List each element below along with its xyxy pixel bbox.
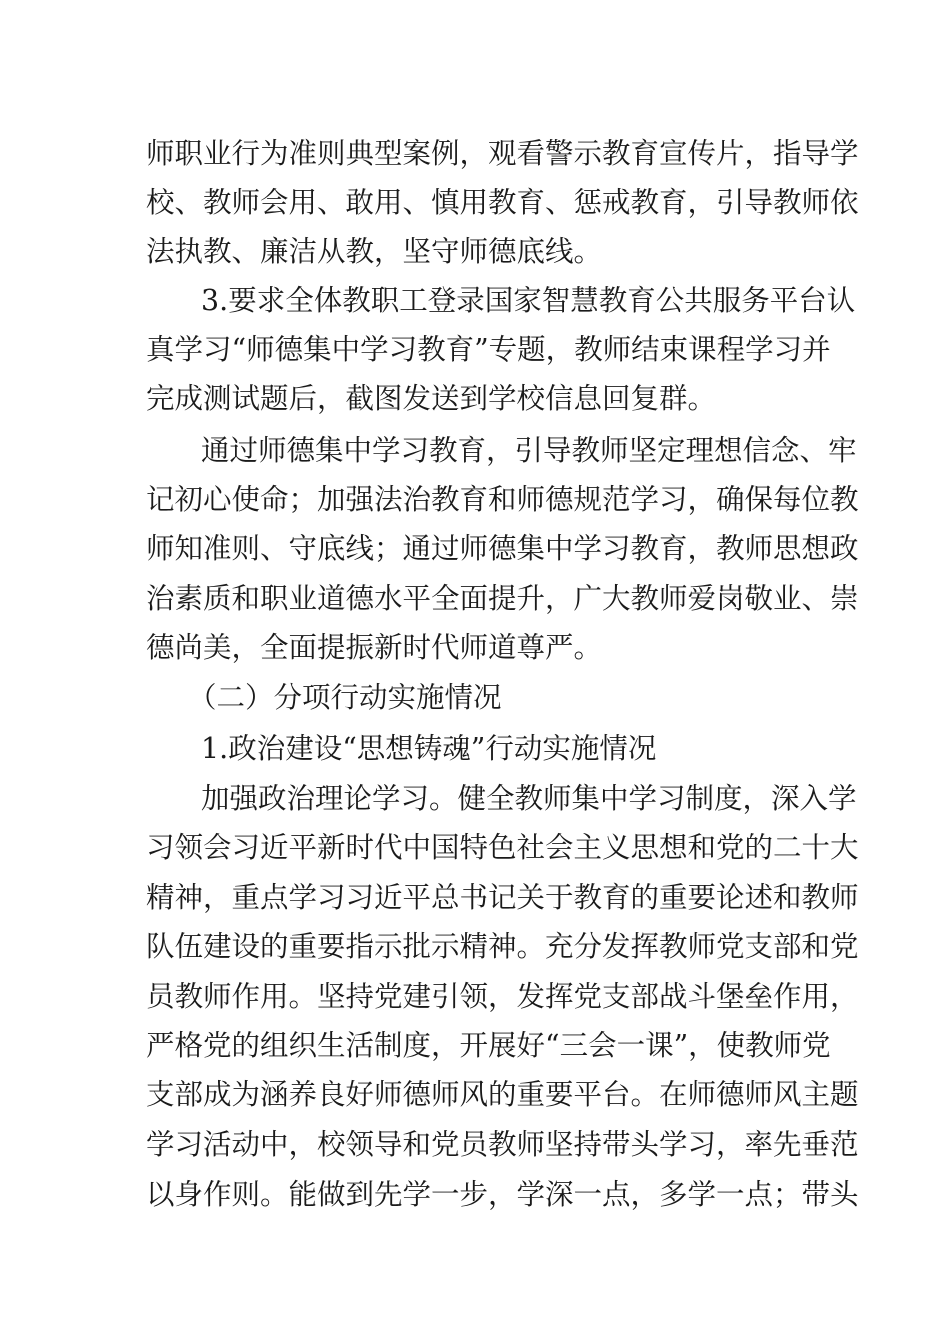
text-line: 真学习“师德集中学习教育”专题，教师结束课程学习并 [146, 333, 831, 366]
text-line: 队伍建设的重要指示批示精神。充分发挥教师党支部和党 [146, 930, 859, 963]
text-line: 师职业行为准则典型案例，观看警示教育宣传片，指导学 [146, 137, 859, 170]
text-line: 通过师德集中学习教育，引导教师坚定理想信念、牢 [201, 434, 857, 467]
text-line: 习领会习近平新时代中国特色社会主义思想和党的二十大 [146, 831, 859, 864]
text-line: 严格党的组织生活制度，开展好“三会一课”，使教师党 [146, 1029, 831, 1062]
text-line: 治素质和职业道德水平全面提升，广大教师爱岗敬业、崇 [146, 582, 859, 615]
subsection-heading: 1.政治建设“思想铸魂”行动实施情况 [201, 732, 657, 765]
text-line: 记初心使命；加强法治教育和师德规范学习，确保每位教 [146, 483, 859, 516]
text-line: 校、教师会用、敢用、慎用教育、惩戒教育，引导教师依 [146, 186, 859, 219]
text-line: 师知准则、守底线；通过师德集中学习教育，教师思想政 [146, 532, 859, 565]
text-line: 支部成为涵养良好师德师风的重要平台。在师德师风主题 [146, 1078, 859, 1111]
text-line: 精神，重点学习习近平总书记关于教育的重要论述和教师 [146, 881, 859, 914]
text-line: 德尚美，全面提振新时代师道尊严。 [146, 631, 603, 664]
section-heading: （二）分项行动实施情况 [188, 681, 502, 714]
text-line: 以身作则。能做到先学一步，学深一点，多学一点；带头 [146, 1178, 859, 1211]
text-line: 法执教、廉洁从教，坚守师德底线。 [146, 235, 603, 268]
text-line: 3.要求全体教职工登录国家智慧教育公共服务平台认 [201, 284, 856, 317]
text-line: 加强政治理论学习。健全教师集中学习制度，深入学 [201, 782, 857, 815]
text-line: 员教师作用。坚持党建引领，发挥党支部战斗堡垒作用， [146, 980, 859, 1013]
text-line: 学习活动中，校领导和党员教师坚持带头学习，率先垂范 [146, 1128, 859, 1161]
text-line: 完成测试题后，截图发送到学校信息回复群。 [146, 382, 717, 415]
